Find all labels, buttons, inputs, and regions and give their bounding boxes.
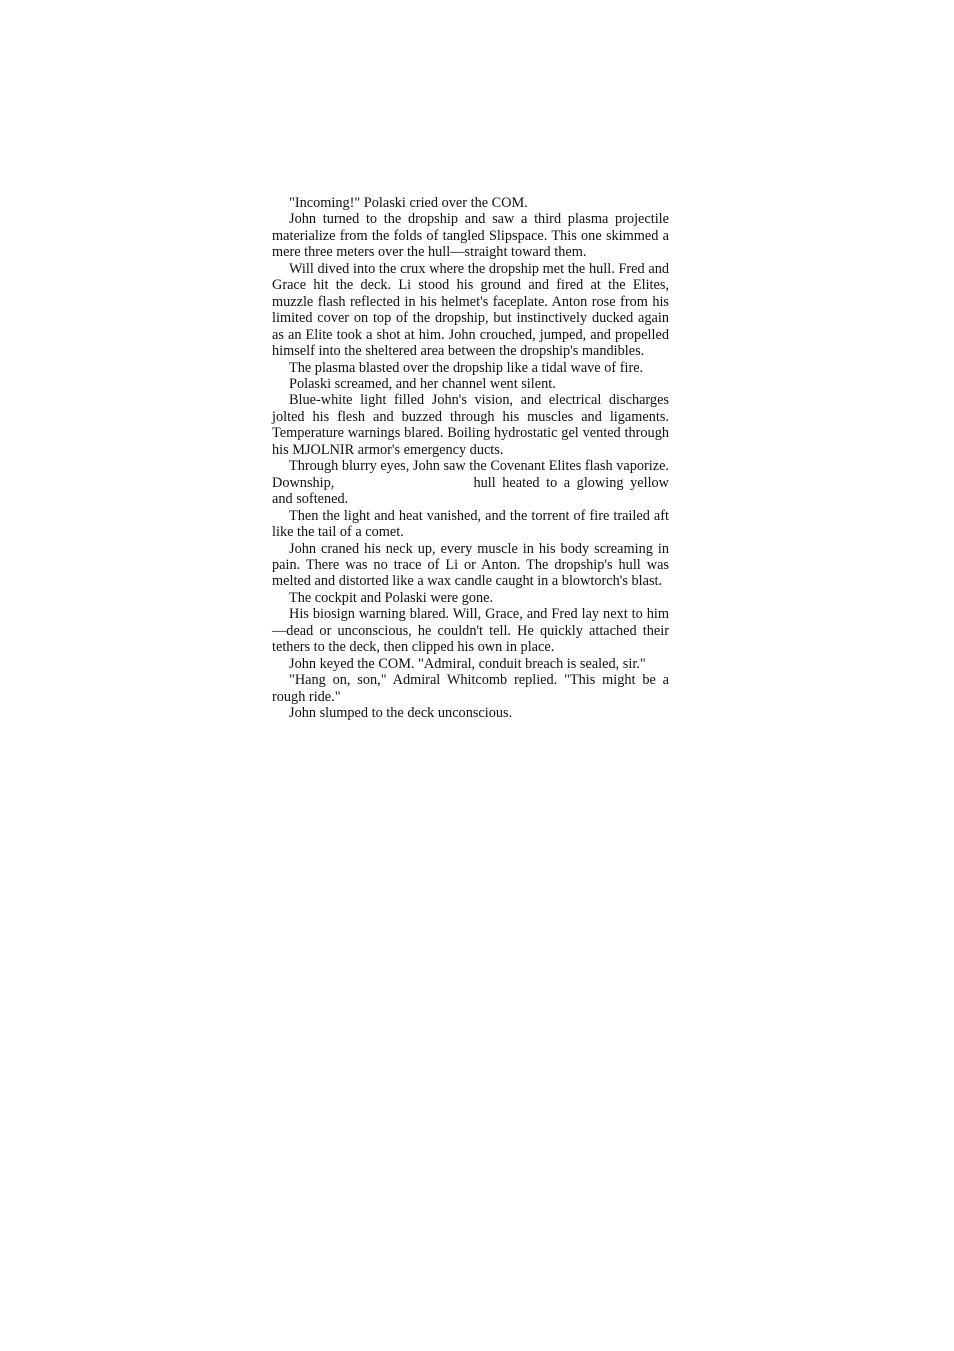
paragraph-3: Will dived into the crux where the dropship met the hull. Fred and Grace hit the deck. Li stood his ground and fired at the Elites, muzzle flash reflected in his helmet's faceplate. Anton rose from his limited cover on top of the dropship, but instinctively ducked again as an Elite took a shot at him. John crouched, jumped, and propelled himself into the sheltered area between the dropship's mandibles. <box>272 260 669 360</box>
paragraph-13: "Hang on, son," Admiral Whitcomb replied. "This might be a rough ride." <box>272 672 669 705</box>
paragraph-4: The plasma blasted over the dropship like a tidal wave of fire. <box>289 359 644 376</box>
page-text-block <box>272 195 669 722</box>
paragraph-6: Blue-white light filled John's vision, and electrical discharges jolted his flesh and buzzed through his muscles and ligaments. Temperature warnings blared. Boiling hydrostatic gel vented through his MJOLNIR armor's emergency ducts. <box>272 392 669 458</box>
paragraph-11: His biosign warning blared. Will, Grace, and Fred lay next to him—dead or unconscious, he couldn't tell. He quickly attached their tethers to the deck, then clipped his own in place. <box>272 606 669 656</box>
paragraph-14: John slumped to the deck unconscious. <box>289 705 513 722</box>
paragraph-1: "Incoming!" Polaski cried over the COM. <box>289 195 528 211</box>
paragraph-12: John keyed the COM. "Admiral, conduit breach is sealed, sir." <box>289 655 646 672</box>
paragraph-7-before: Through blurry eyes, John saw the Covenant Elites flash vaporize. Downship, <box>272 458 669 491</box>
paragraph-5: Polaski screamed, and her channel went silent. <box>289 375 556 392</box>
paragraph-8: Then the light and heat vanished, and the torrent of fire trailed aft like the tail of a comet. <box>272 507 669 541</box>
paragraph-7 <box>272 458 669 507</box>
paragraph-2: John turned to the dropship and saw a third plasma projectile materialize from the folds of tangled Slipspace. This one skimmed a mere three meters over the hull—straight toward them. <box>272 211 669 261</box>
paragraph-10: The cockpit and Polaski were gone. <box>289 589 494 606</box>
paragraph-7-after: hull heated to a glowing yellow and softened. <box>272 474 670 508</box>
paragraph-9: John craned his neck up, every muscle in his body screaming in pain. There was no trace of Li or Anton. The dropship's hull was melted and distorted like a wax candle caught in a blowtorch's blast. <box>272 540 669 590</box>
